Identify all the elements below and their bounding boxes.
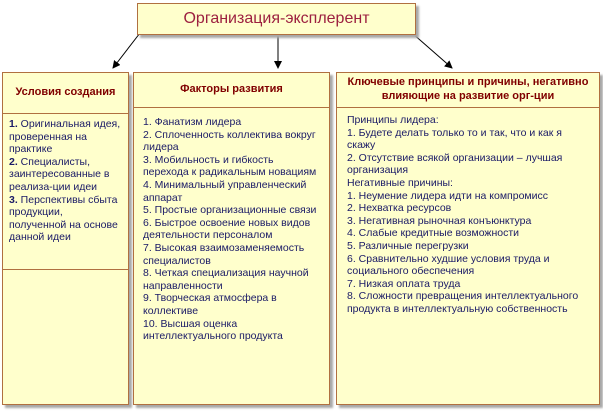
principle-line: 1. Будете делать только то и так, что и как я скажу: [347, 126, 562, 152]
conditions-list: [2, 114, 129, 270]
factors-heading-box: [133, 72, 330, 108]
condition-text: Специалисты, заинтересованные в реализа-ции идеи: [9, 155, 110, 193]
principle-line: 2. Нехватка ресурсов: [347, 202, 452, 215]
principles-list: [336, 108, 600, 322]
principle-line: 4. Слабые кредитные возможности: [347, 227, 520, 240]
principle-line: 8. Сложности превращения интеллектуального продукта в интеллектуальную собственность: [347, 290, 579, 315]
principles-heading: Ключевые принципы и причины, негативно влияющие на развитие орг-ции: [347, 75, 589, 102]
factor-item: 1. Фанатизм лидера: [143, 116, 242, 128]
factor-item: 4. Минимальный управленческий аппарат: [143, 178, 307, 204]
condition-number: 3.: [9, 193, 18, 206]
condition-item: [9, 194, 122, 244]
factors-heading: Факторы развития: [180, 82, 283, 95]
condition-item: [9, 118, 122, 156]
conditions-heading-box: [2, 72, 129, 114]
factor-item: 3. Мобильность и гибкость перехода к радикальным новациям: [143, 153, 317, 179]
diagram-title: Организация-эксплерент: [183, 10, 370, 27]
principle-line: 2. Отсутствие всякой организации – лучшая организация: [347, 151, 563, 177]
principle-line: 5. Различные перегрузки: [347, 239, 469, 252]
condition-number: 2.: [9, 155, 18, 168]
title-box: [137, 3, 416, 35]
principle-line: 6. Сравнительно худшие условия труда и социального обеспечения: [347, 252, 550, 278]
factor-item: 5. Простые организационные связи: [143, 204, 317, 217]
factor-item: 9. Творческая атмосфера в коллективе: [143, 292, 277, 317]
principle-line: 7. Низкая оплата труда: [347, 277, 461, 290]
factor-item: 10. Высшая оценка интеллектуального продукта: [143, 317, 283, 343]
conditions-heading: Условия создания: [15, 85, 116, 98]
factor-item: 7. Высокая взаимозаменяемость специалистов: [143, 241, 305, 267]
factor-item: 2. Сплоченность коллектива вокруг лидера: [143, 128, 316, 154]
condition-item: [9, 156, 122, 194]
factor-item: 8. Четкая специализация научной направленности: [143, 267, 309, 292]
arrow-to-conditions: [113, 33, 140, 68]
principle-line: 1. Неумение лидера идти на компромисс: [347, 189, 549, 202]
principle-line: Принципы лидера:: [347, 114, 439, 126]
condition-number: 1.: [9, 118, 18, 130]
principle-line: 3. Негативная рыночная конъюнктура: [347, 214, 532, 227]
condition-text: Перспективы сбыта продукции, полученной на основе данной идеи: [9, 193, 118, 244]
principles-heading-box: [336, 72, 600, 108]
factors-list: [133, 108, 330, 351]
condition-text: Оригинальная идея, проверенная на практике: [9, 118, 121, 156]
principle-line: Негативные причины:: [347, 176, 453, 189]
factor-item: 6. Быстрое освоение новых видов деятельности персоналом: [143, 216, 311, 242]
arrow-to-principles: [412, 33, 452, 68]
